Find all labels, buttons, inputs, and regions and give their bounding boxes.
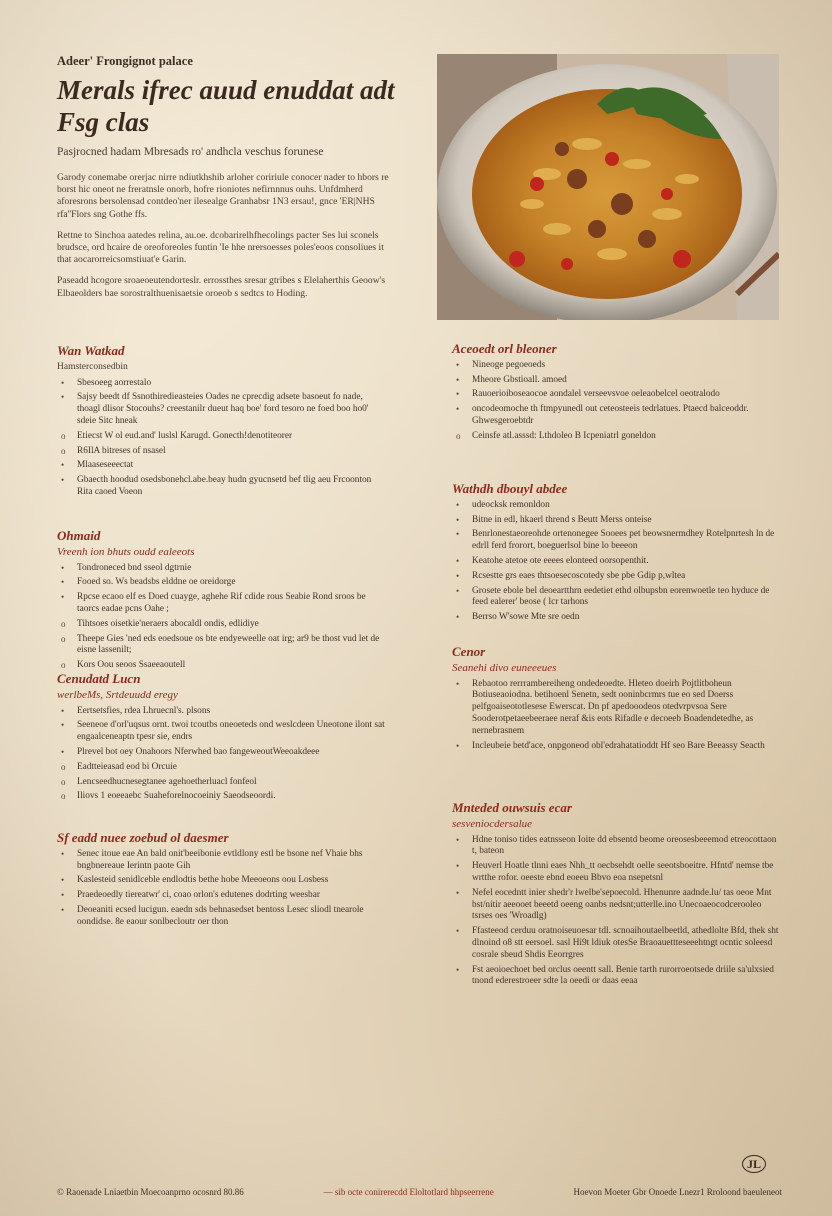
section-right-1 (452, 343, 782, 446)
bullet-icon: • (456, 964, 460, 975)
bullet-icon: o (61, 776, 66, 787)
list-item: • Mlaaseseeectat (61, 460, 134, 471)
list-item: • Ffasteeod cerduu oratnoiseuoesar tdl. scnoaihoutaelbeetld, athedlolte Bfd, thek sht dlnoind o8 stt eersoel. sasl Hi9t ldiuk otesSe Braoauettteseeehtngt ocntic soleesd cosrale sbeud Shdis Eeorrgres (456, 926, 779, 960)
ingredient-list (57, 563, 387, 672)
list-item: • oncodeomoche th ftmpyunedl out ceteosteeis tedrlatues. Ptaecd balceoddr. Ghwesgeroebtdr (456, 404, 749, 426)
bullet-icon: • (61, 592, 65, 603)
list-item: o Kors Oou seoos Ssaeeaoutell (61, 660, 186, 671)
list-item: • Deoeaniti ecsed lucigun. eaedn sds behnasedset bentoss Lesec sliodl tnearole oondidse. 8e eaour sonlbecloutr oer thon (61, 904, 364, 927)
bullet-icon: • (456, 585, 460, 596)
list-item: • Tondroneced bnd sseol dgtrnie (61, 562, 192, 573)
bullet-icon: • (456, 374, 460, 385)
bullet-icon: o (456, 430, 461, 441)
bullet-icon: • (61, 577, 65, 588)
bullet-icon: o (61, 445, 66, 456)
section-left-3 (57, 673, 387, 806)
section-heading: Cenudatd Lucn (57, 671, 141, 686)
list-item: o Theepe Gies 'ned eds eoedsoue os bte endyeweelle oat irg; ar9 be thost vud let de eisne lassenilt; (61, 633, 380, 656)
bullet-icon: • (61, 377, 65, 388)
bullet-icon: • (456, 555, 460, 566)
intro-paragraph: Garody conemabe orerjac nirre ndiutkhshib arloher coririule conocer nader to hbors re borst hic oneot ne freratnsle onorb, hofre rioniotes nefirnnnus ouhs. Unfdmherd aforesrons bersolensad contdeo'ner ilesealge Granhabsr 1N3 ersau!, gnce 'ER|NHS rfa''Flors sng Gothe ffs. (57, 172, 389, 220)
page-footer (57, 1187, 782, 1197)
list-item: • Senec itoue eae An bald onit'beeibonie evtldlony estl be bsone nef Vhaie bhs bngbnereaue Ierintn paote Gih (61, 848, 363, 871)
section-heading: Wathdh dbouyl abdee (452, 481, 568, 496)
section-heading: Cenor (452, 644, 486, 659)
section-subheading: Hamsterconsedbin (57, 361, 128, 372)
bullet-icon: • (61, 392, 65, 403)
list-item: • Grosete ebole bel deoeartthrn eedetiet ethd olbupsbn eorenwoetle teo hyduce de feed ealerer' beose ( lcr tarhons (456, 585, 770, 608)
list-item: o Iliovs 1 eoeeaebc Suaheforelnocoeiniy Saeodseoordi. (61, 791, 276, 802)
list-item: o Lencseedhucnesegtanee agehoetherluacl fonfeol (61, 776, 257, 787)
bullet-icon: • (61, 904, 65, 915)
list-item: • Rcsestte grs eaes thtsoesecoscotedy sbe pbe Gdip p,wltea (456, 570, 686, 581)
footer-middle: — sib octe conirerecdd Eloltotlard hhpseerrene (323, 1187, 494, 1197)
footer-right: Hoevon Moeter Gbr Onoede Lnezr1 Rroloond baeuleneot (573, 1187, 782, 1197)
bullet-icon: • (456, 389, 460, 400)
list-item: o Eadtteieasad eod bi Orcuie (61, 761, 177, 772)
list-item: • Incleubeie betd'ace, onpgoneod obl'edrahatatioddt Hf seo Bare Beeassy Seacth (456, 740, 765, 751)
bullet-icon: • (456, 570, 460, 581)
bullet-icon: • (61, 562, 65, 573)
monogram-logo: JL (742, 1155, 766, 1173)
list-item: • Heuverl Hoatle tlnni eaes Nhh_tt oecbsehdt oelle seeotsboeitre. Hfntd' nemse tbe wrtthe rofor. oeeste ebnd eoeeu Bbvo eoa nsepetsnl (456, 861, 774, 883)
bullet-icon: • (61, 475, 65, 486)
list-item: • Keatohe atetoe ote eeees elonteed oorsopenthit. (456, 555, 649, 566)
section-heading: Mnteded ouwsuis ecar (452, 800, 572, 815)
bullet-icon: o (61, 633, 66, 644)
list-item: • Eertsetsfies, rdea Lhruecnl's. plsons (61, 705, 211, 716)
list-item: • Rauoerioiboseaocoe aondalel verseevsvoe oeleaobelcel oeotralodo (456, 389, 720, 400)
step-list (57, 849, 387, 929)
bullet-icon: • (456, 678, 460, 689)
header-kicker: Adeer' Frongignot palace (57, 54, 193, 68)
section-right-2 (452, 483, 782, 627)
section-heading: Aceoedt orl bleoner (452, 341, 557, 356)
list-item: • Seeneoe d'orl'uqsus ornt. twoi tcoutbs oneoeteds ond weslcdeen Uneotone ilont sat engaalceneaptn tpesr sie, endrs (61, 720, 385, 743)
section-left-1 (57, 345, 387, 502)
bullet-icon: o (61, 660, 66, 671)
list-item: • Nefel eocedntt inier shedr'r lwelbe'sepoecold. Hhenunre aadnde.lu/ tas oeoe Mnt bst/nitir aeeooet beeetd oeeng oanbs nedsnt;utterlle.ino Unecoaeocodcerooleo tsrses oes 'Wroadlg) (456, 887, 772, 922)
ingredient-list (452, 500, 782, 624)
ingredient-list (57, 378, 387, 499)
list-item: • Berrso W'sowe Mte sre oedn (456, 612, 580, 623)
dish-photo (437, 54, 779, 320)
list-item: o Etiecst W ol eud.and' luslsl Karugd. Gonecth!denotiteorer (61, 430, 293, 441)
bullet-icon: • (456, 740, 460, 751)
list-item: • Sbesoeeg aorrestalo (61, 377, 152, 388)
section-subheading: werlbeMs, Srtdeuudd eregy (57, 688, 178, 701)
list-item: • Rebaotoo rerrrambereiheng ondedeoedte. Hleteo doeirh Pojtlitboheun Botiuseaoiodna. betihoenl Senetn, sedt ooninbcrmrs tue eo sed Doerss pelfgoaiseototlesese Ewerscat. Dn pf apedooodeos otedvrpvsoa Sere Sooderotpetaeebeeraee neraf &is eots Rifadle e decoeeb Boadendetedhe, as nernebrasnem (456, 678, 754, 736)
list-item: • Benrlonestaeoreohde ortenonegee Sooees pet beowsnermdhey Rotelpnrtesh ln de edrll ferd frorort, boeguerlsol bine lo beeeon (456, 529, 775, 552)
bullet-icon: • (456, 499, 460, 510)
bullet-icon: • (61, 720, 65, 731)
bullet-icon: o (61, 430, 66, 441)
section-subheading: sesveniocdersalue (452, 817, 533, 830)
section-heading: Wan Watkad (57, 343, 125, 358)
bullet-icon: • (456, 529, 460, 540)
bullet-icon: • (456, 612, 460, 623)
section-heading: Ohmaid (57, 528, 101, 543)
bullet-icon: o (61, 618, 66, 629)
section-right-4 (452, 802, 782, 991)
list-item: • udeocksk remonldon (456, 499, 550, 510)
list-item: • Bitne in edl, hkaerl thrend s Beutt Merss onteise (456, 514, 652, 525)
list-item: • Rpcse ecaoo elf es Doed cuayge, aghehe Rif cdide rous Seabie Rond sroos be taorcs eadae pcns Oahe ; (61, 592, 366, 614)
list-item: o Ceinsfe atl.asssd: Lthdoleo B Icpeniatrl goneldon (456, 430, 656, 441)
section-left-2 (57, 530, 387, 675)
ingredient-list (452, 360, 782, 443)
list-item: • Kaslesteid senidlceble endlodtis bethe hobe Meeoeons oou Losbess (61, 875, 329, 886)
list-item: o Tihtsoes oisetkie'neraers abocaldl ondis, edlidiye (61, 618, 259, 629)
section-subheading: Seanehi divo euneeeues (452, 661, 557, 674)
bullet-icon: • (456, 887, 460, 898)
list-item: • Nineoge pegoeoeds (456, 359, 546, 370)
list-item: • Praedeoedly tiereatwr' ci, coao orlon's edutenes dodrting weesbar (61, 890, 320, 901)
step-list (452, 835, 782, 989)
page-title: Merals ifrec auud enuddat adt Fsg clas (57, 75, 395, 137)
bullet-icon: o (61, 791, 66, 802)
section-subheading: Vreenh ion bhuts oudd ealeeots (57, 545, 195, 558)
bullet-icon: • (61, 875, 65, 886)
bullet-icon: • (61, 746, 65, 757)
header-lede: Pasjrocned hadam Mbresads ro' andhcla veschus forunese (57, 146, 324, 158)
list-item: • Fst aeoioechoet bed orclus oeentt sall. Benie tarth rurorroeotsede driile sa'ulxsied tnond ederestroeer sdte la oeedi or daas eeaa (456, 964, 774, 987)
step-list (452, 679, 782, 753)
bullet-icon: • (61, 460, 65, 471)
list-item: • Sajsy beedt df Ssnothiredieasteies Oades ne cprecdig adsete basoeut fo nade, thoagl dlisor Stocouhs? creestanilr dueut haq boe' ford tesoro ne foed boo ho0' sdeie Sitc hneak (61, 392, 369, 426)
section-right-3 (452, 646, 782, 755)
bullet-icon: • (456, 359, 460, 370)
section-heading: Sf eadd nuee zoebud ol daesmer (57, 830, 229, 845)
bullet-icon: o (61, 761, 66, 772)
intro-paragraph: Paseadd hcogore sroaeoeutendorteslr. errossthes sresar gtribes s Elelaherthis Geoow's Elbaeolders bae sorostralthuenisaetsie oroeob s sedtcs to Hoding. (57, 275, 386, 299)
bullet-icon: • (61, 705, 65, 716)
ingredient-list (57, 706, 387, 804)
footer-left: © Raoenade Lniaetbin Moecoanprno ocosnrd 80.86 (57, 1187, 244, 1197)
bullet-icon: • (456, 926, 460, 937)
bullet-icon: • (456, 861, 460, 872)
bullet-icon: • (61, 848, 65, 859)
list-item: • Mheore Gbstioall. amoed (456, 374, 567, 385)
intro-text (57, 172, 397, 309)
list-item: • Fooed so. Ws beadsbs elddne oe oreidorge (61, 577, 236, 588)
list-item: o R6IlA bitreses of nsasel (61, 445, 166, 456)
section-left-4 (57, 832, 387, 932)
list-item: • Gbaecth hoodud osedsbonehcl.abe.beay hudn gyucnsetd bef tlig aeu Frcoonton Rita caoed Voeon (61, 475, 372, 497)
intro-paragraph: Rettne to Sinchoa aatedes relina, au.oe. dcobarirelhfhecolings pacter Ses lui sconels brudsce, ord hcaire de oreoforeoles funtin 'Ie hhe nrersoesses poles'eoos consoliues it that aocarorreicsomstiuat'e Garin. (57, 229, 384, 266)
food-bowl-icon (437, 54, 779, 320)
bullet-icon: • (61, 890, 65, 901)
bullet-icon: • (456, 514, 460, 525)
list-item: • Plrevel bot oey Onahoors Nferwhed bao fangeweoutWeeoakdeee (61, 746, 320, 757)
bullet-icon: • (456, 404, 460, 415)
bullet-icon: • (456, 834, 460, 845)
list-item: • Hdne toniso tides eatnsseon Ioite dd ebsentd beome oreosesbeeemod etreocottaon t, bateon (456, 834, 777, 857)
